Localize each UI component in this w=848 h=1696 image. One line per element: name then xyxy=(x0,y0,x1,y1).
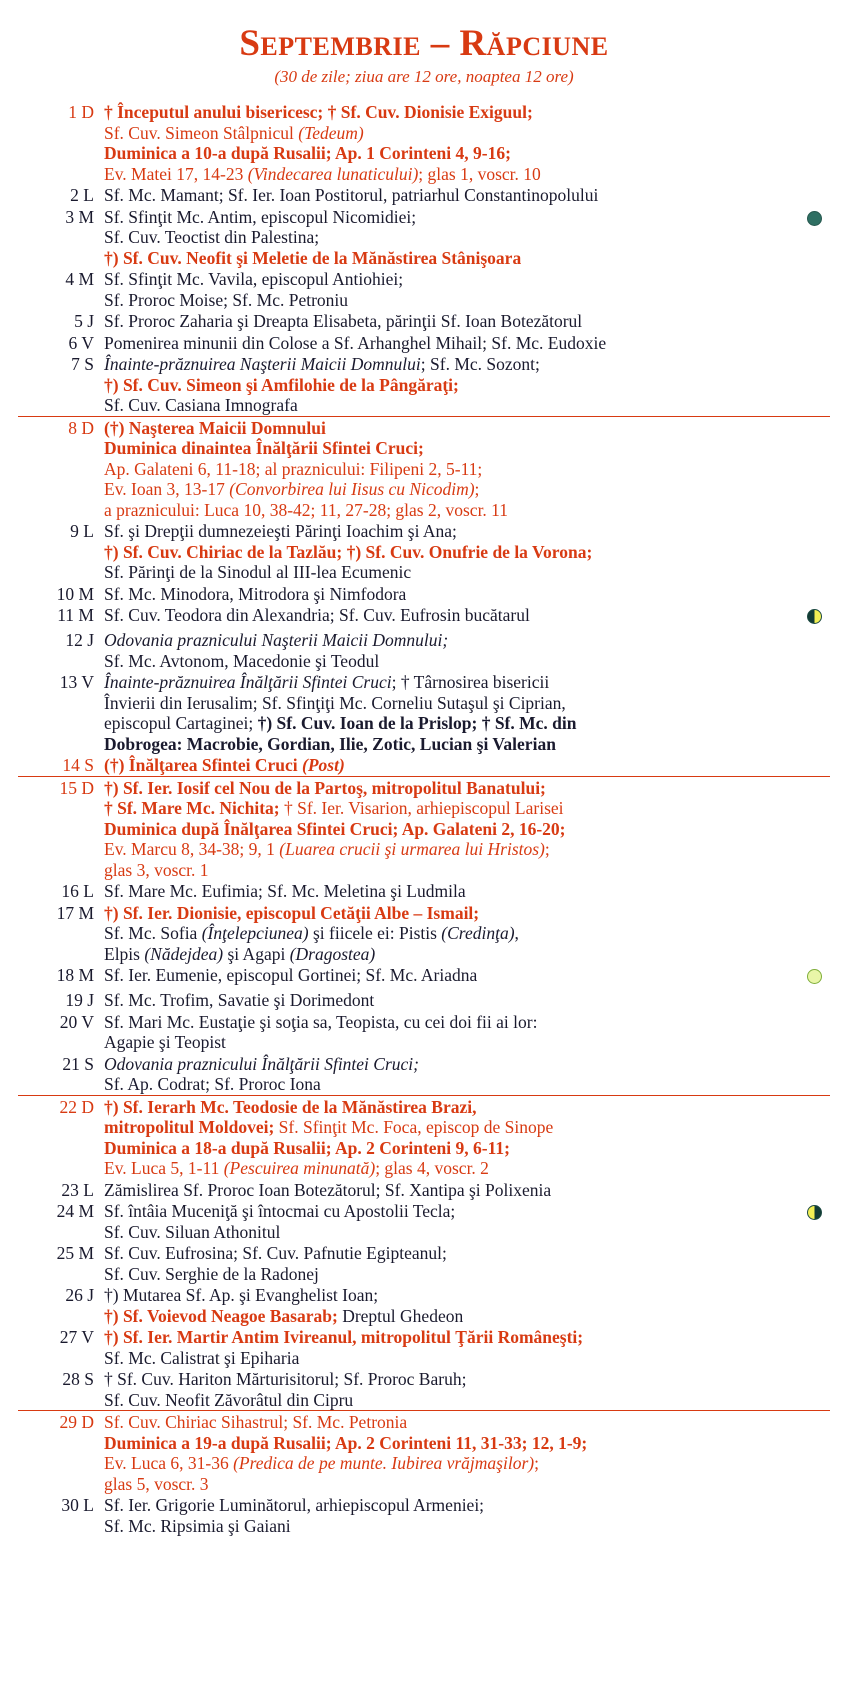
table-row xyxy=(18,1242,830,1284)
day-entry-text: Sf. Sfinţit Mc. Antim, episcopul Nicomidiei; Sf. Cuv. Teoctist din Palestina; †) Sf. Cuv. Neofit şi Meletie de la Mănăstirea Stânişoara xyxy=(104,206,522,268)
page-subtitle: (30 de zile; ziua are 12 ore, noaptea 12 ore) xyxy=(274,67,574,86)
day-entry-text: † Începutul anului bisericesc; † Sf. Cuv. Dionisie Exiguul; Sf. Cuv. Simeon Stâlpnicul (Tedeum) Duminica a 10-a după Rusalii; Ap. 1 Corinteni 4, 9-16; Ev. Matei 17, 14-23 (Vindecarea lunaticului); glas 1, voscr. 10 xyxy=(104,102,541,184)
day-number: 17 M xyxy=(56,902,94,923)
day-entry-text: Sf. Ier. Grigorie Luminătorul, arhiepiscopul Armeniei; Sf. Mc. Ripsimia şi Gaiani xyxy=(104,1495,485,1536)
day-number: 6 V xyxy=(68,332,94,353)
day-entry-text: Sf. Cuv. Chiriac Sihastrul; Sf. Mc. Petronia Duminica a 19-a după Rusalii; Ap. 2 Corinteni 11, 31-33; 12, 1-9; Ev. Luca 6, 31-36 (Predica de pe munte. Iubirea vrăjmaşilor); glas 5, voscr. 3 xyxy=(104,1411,798,1495)
day-number: 18 M xyxy=(56,965,94,985)
table-row xyxy=(18,1095,830,1179)
new-moon-icon xyxy=(798,206,830,269)
table-row xyxy=(18,101,830,184)
day-number: 26 J xyxy=(65,1285,94,1305)
table-row xyxy=(18,583,830,605)
table-row xyxy=(18,184,830,206)
moon-phase-empty xyxy=(798,629,830,671)
day-entry-text: Odovania praznicului Înălţării Sfintei Cruci; Sf. Ap. Codrat; Sf. Proroc Iona xyxy=(104,1053,419,1094)
table-row xyxy=(18,1411,830,1495)
day-number: 24 M xyxy=(56,1201,94,1221)
day-entry-text: Pomenirea minunii din Colose a Sf. Arhanghel Mihail; Sf. Mc. Eudoxie xyxy=(104,332,607,353)
day-entry-text: Sf. Sfinţit Mc. Vavila, episcopul Antiohiei; Sf. Proroc Moise; Sf. Mc. Petroniu xyxy=(104,269,404,310)
moon-phase-empty xyxy=(798,184,830,206)
table-row xyxy=(18,1200,830,1242)
moon-phase-empty xyxy=(798,416,830,520)
day-entry-text: Sf. Cuv. Teodora din Alexandria; Sf. Cuv. Eufrosin bucătarul xyxy=(104,605,530,625)
day-entry-text: (†) Înălţarea Sfintei Cruci (Post) xyxy=(104,755,345,775)
day-number: 30 L xyxy=(61,1495,94,1515)
moon-phase-empty xyxy=(798,583,830,605)
table-row xyxy=(18,332,830,354)
table-row xyxy=(18,353,830,416)
day-number: 13 V xyxy=(59,672,94,692)
day-number: 4 M xyxy=(65,269,94,289)
moon-phase-empty xyxy=(798,989,830,1011)
full-moon-icon xyxy=(798,964,830,989)
last-quarter-moon-icon xyxy=(798,1200,830,1242)
table-row xyxy=(18,1284,830,1326)
table-row xyxy=(18,1011,830,1053)
day-number: 8 D xyxy=(18,416,104,520)
moon-phase-empty xyxy=(798,332,830,354)
day-number: 14 S xyxy=(62,755,94,775)
moon-phase-empty xyxy=(798,671,830,754)
table-row xyxy=(18,629,830,671)
day-number: 15 D xyxy=(18,776,104,880)
day-entry-text: †) Sf. Ierarh Mc. Teodosie de la Mănăstirea Brazi, mitropolitul Moldovei; Sf. Sfinţit Mc. Foca, episcop de Sinope Duminica a 18-a după Rusalii; Ap. 2 Corinteni 9, 6-11; Ev. Luca 5, 1-11 (Pescuirea minunată); glas 4, voscr. 2 xyxy=(104,1095,798,1179)
table-row xyxy=(18,989,830,1011)
day-entry-text: Sf. Mari Mc. Eustaţie şi soţia sa, Teopista, cu cei doi fii ai lor: Agapie şi Teopist xyxy=(104,1011,538,1052)
day-number: 27 V xyxy=(59,1327,94,1347)
moon-phase-empty xyxy=(798,1284,830,1326)
first-quarter-moon-icon xyxy=(798,604,830,629)
moon-phase-empty xyxy=(798,880,830,902)
day-entry-text: †) Sf. Ier. Iosif cel Nou de la Partoş, mitropolitul Banatului; † Sf. Mare Mc. Nichita; † Sf. Ier. Visarion, arhiepiscopul Larisei Duminica după Înălţarea Sfintei Cruci; Ap. Galateni 2, 16-20; Ev. Marcu 8, 34-38; 9, 1 (Luarea crucii şi urmarea lui Hristos); glas 3, voscr. 1 xyxy=(104,776,798,880)
day-number: 1 D xyxy=(68,102,94,122)
moon-phase-empty xyxy=(798,1368,830,1411)
day-number: 12 J xyxy=(65,630,94,650)
day-number: 11 M xyxy=(57,605,94,625)
table-row xyxy=(18,671,830,754)
page-title: Septembrie – Răpciune xyxy=(239,23,609,64)
day-entry-text: Sf. Mc. Mamant; Sf. Ier. Ioan Postitorul, patriarhul Constantinopolului xyxy=(104,185,599,205)
table-row xyxy=(18,1326,830,1368)
day-entry-text: Sf. Cuv. Eufrosina; Sf. Cuv. Pafnutie Egipteanul; Sf. Cuv. Serghie de la Radonej xyxy=(104,1243,447,1284)
day-number: 3 M xyxy=(65,206,94,227)
table-row xyxy=(18,1494,830,1536)
table-row xyxy=(18,520,830,583)
moon-phase-empty xyxy=(798,902,830,965)
day-entry-text: †) Sf. Ier. Dionisie, episcopul Cetăţii Albe – Ismail; Sf. Mc. Sofia (Înţelepciunea) şi fiicele ei: Pistis (Credinţa), Elpis (Nădejdea) şi Agapi (Dragostea) xyxy=(104,902,519,964)
day-number: 23 L xyxy=(61,1179,94,1200)
table-row xyxy=(18,268,830,310)
moon-phase-empty xyxy=(798,1095,830,1179)
day-entry-text: †) Sf. Ier. Martir Antim Ivireanul, mitropolitul Ţării Româneşti; Sf. Mc. Calistrat şi Epiharia xyxy=(104,1327,584,1368)
table-row xyxy=(18,1179,830,1201)
table-row xyxy=(18,416,830,520)
moon-phase-empty xyxy=(798,1326,830,1368)
moon-phase-empty xyxy=(798,101,830,184)
day-entry-text: Sf. Mc. Trofim, Savatie şi Dorimedont xyxy=(104,990,375,1010)
day-number: 5 J xyxy=(74,311,94,331)
day-entry-text: Înainte-prăznuirea Înălţării Sfintei Cruci; † Târnosirea bisericii Învierii din Ierusalim; Sf. Sfinţiţi Mc. Corneliu Sutaşul şi Ciprian, episcopul Cartaginei; †) Sf. Cuv. Ioan de la Prislop; † Sf. Mc. din Dobrogea: Macrobie, Gordian, Ilie, Zotic, Lucian şi Valerian xyxy=(104,672,577,754)
moon-phase-empty xyxy=(798,754,830,776)
day-entry-text: Sf. şi Drepţii dumnezeieşti Părinţi Ioachim şi Ana; †) Sf. Cuv. Chiriac de la Tazlău; †) Sf. Cuv. Onufrie de la Vorona; Sf. Părinţi de la Sinodul al III-lea Ecumenic xyxy=(104,521,593,582)
day-entry-text: †) Mutarea Sf. Ap. şi Evanghelist Ioan; †) Sf. Voievod Neagoe Basarab; Dreptul Ghedeon xyxy=(104,1285,464,1326)
moon-phase-empty xyxy=(798,1242,830,1284)
day-number: 29 D xyxy=(18,1411,104,1495)
moon-phase-empty xyxy=(798,1494,830,1536)
day-entry-text: (†) Naşterea Maicii Domnului Duminica dinaintea Înălţării Sfintei Cruci; Ap. Galateni 6, 11-18; al praznicului: Filipeni 2, 5-11; Ev. Ioan 3, 13-17 (Convorbirea lui Iisus cu Nicodim); a praznicului: Luca 10, 38-42; 11, 27-28; glas 2, voscr. 11 xyxy=(104,416,798,520)
day-number: 10 M xyxy=(56,583,94,604)
day-number: 19 J xyxy=(65,990,94,1010)
day-number: 20 V xyxy=(59,1011,94,1032)
table-row xyxy=(18,1053,830,1096)
table-row xyxy=(18,754,830,776)
table-row xyxy=(18,206,830,269)
table-row xyxy=(18,776,830,880)
table-row xyxy=(18,964,830,989)
day-entry-text: Odovania praznicului Naşterii Maicii Domnului; Sf. Mc. Avtonom, Macedonie şi Teodul xyxy=(104,630,449,671)
moon-phase-empty xyxy=(798,776,830,880)
moon-phase-empty xyxy=(798,1011,830,1053)
day-entry-text: † Sf. Cuv. Hariton Mărturisitorul; Sf. Proroc Baruh; Sf. Cuv. Neofit Zăvorâtul din Cipru xyxy=(104,1369,467,1410)
day-entry-text: Zămislirea Sf. Proroc Ioan Botezătorul; Sf. Xantipa şi Polixenia xyxy=(104,1179,552,1200)
day-entry-text: Sf. întâia Muceniţă şi întocmai cu Apostolii Tecla; Sf. Cuv. Siluan Athonitul xyxy=(104,1201,456,1242)
table-row xyxy=(18,1368,830,1411)
day-entry-text: Sf. Proroc Zaharia şi Dreapta Elisabeta, părinţii Sf. Ioan Botezătorul xyxy=(104,311,583,331)
calendar-table xyxy=(18,101,830,1536)
day-number: 2 L xyxy=(70,185,94,205)
moon-phase-empty xyxy=(798,353,830,416)
day-number: 16 L xyxy=(61,881,94,901)
day-number: 28 S xyxy=(62,1369,94,1389)
moon-phase-empty xyxy=(798,1053,830,1096)
table-row xyxy=(18,880,830,902)
moon-phase-empty xyxy=(798,310,830,332)
day-number: 7 S xyxy=(71,354,94,374)
moon-phase-empty xyxy=(798,1411,830,1495)
day-entry-text: Înainte-prăznuirea Naşterii Maicii Domnului; Sf. Mc. Sozont; †) Sf. Cuv. Simeon şi Amfilohie de la Pângăraţi; Sf. Cuv. Casiana Imnografa xyxy=(104,354,540,415)
moon-phase-empty xyxy=(798,1179,830,1201)
day-number: 25 M xyxy=(56,1243,94,1263)
day-entry-text: Sf. Mare Mc. Eufimia; Sf. Mc. Meletina şi Ludmila xyxy=(104,881,466,901)
table-row xyxy=(18,902,830,965)
day-number: 22 D xyxy=(18,1095,104,1179)
moon-phase-empty xyxy=(798,520,830,583)
day-entry-text: Sf. Ier. Eumenie, episcopul Gortinei; Sf. Mc. Ariadna xyxy=(104,965,478,985)
table-row xyxy=(18,310,830,332)
day-number: 9 L xyxy=(70,521,94,541)
table-row xyxy=(18,604,830,629)
moon-phase-empty xyxy=(798,268,830,310)
day-entry-text: Sf. Mc. Minodora, Mitrodora şi Nimfodora xyxy=(104,583,407,604)
day-number: 21 S xyxy=(62,1053,94,1074)
